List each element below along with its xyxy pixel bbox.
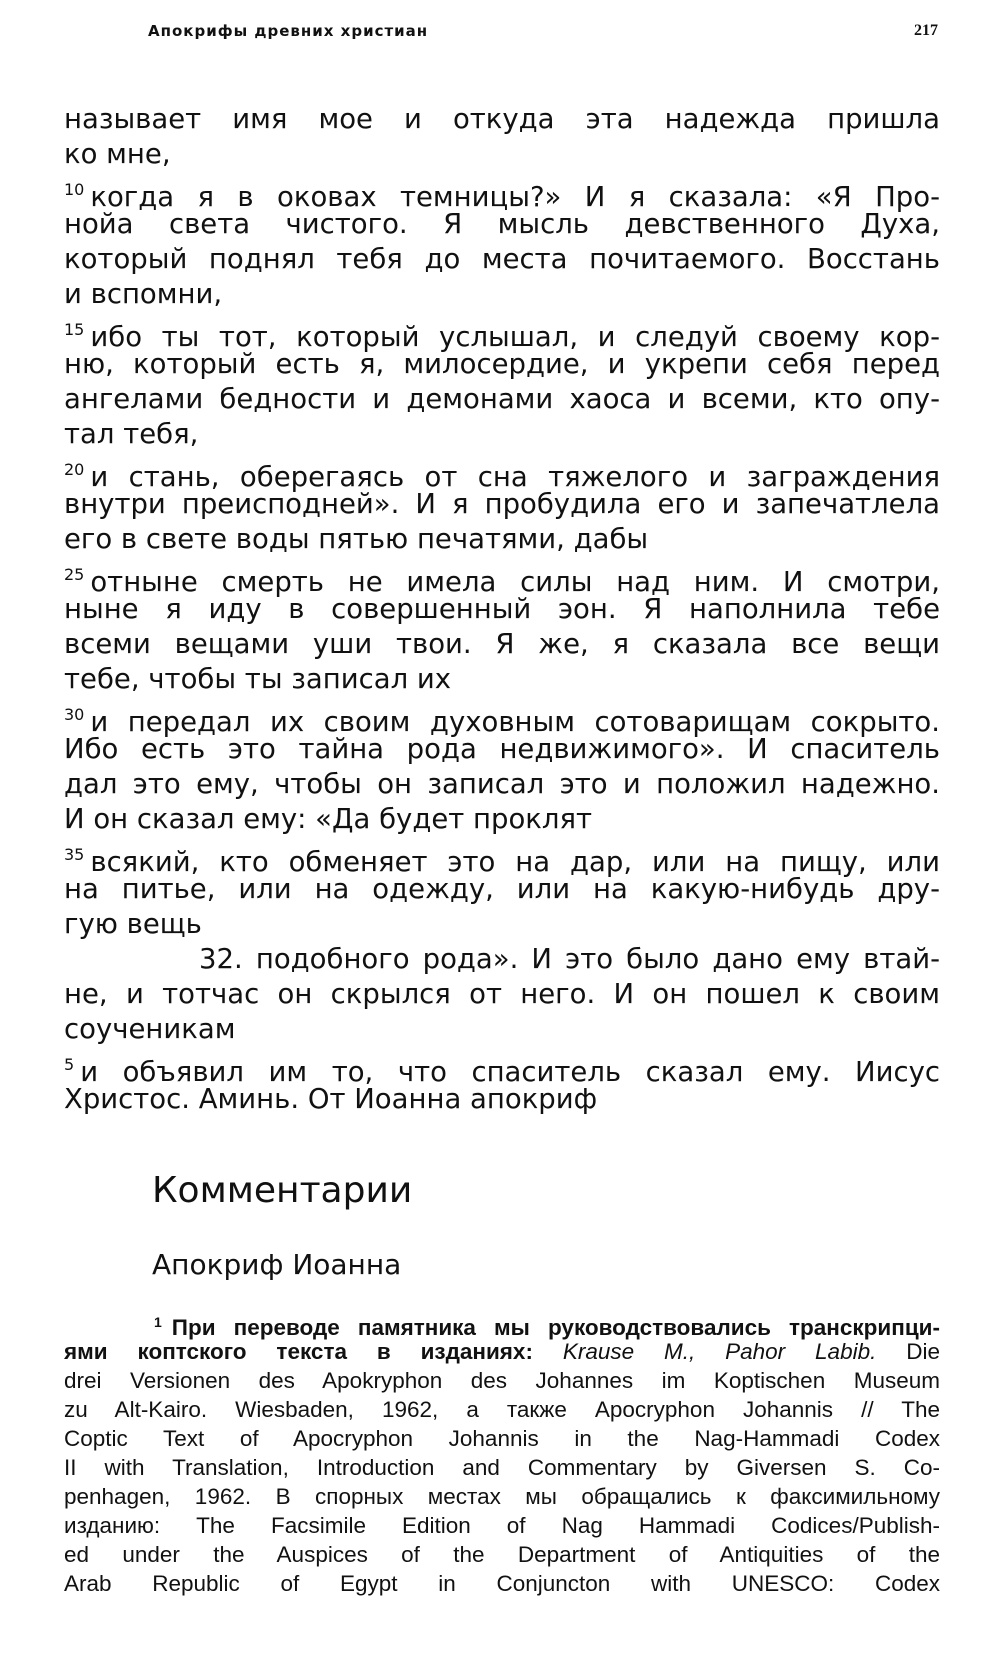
text-line: всеми вещами уши твои. Я же, я сказала все вещи bbox=[64, 628, 940, 660]
text-line: ныне я иду в совершенный эон. Я наполнила тебе bbox=[64, 593, 940, 625]
footnote-line: zu Alt-Kairo. Wiesbaden, 1962, а также Apocryphon Johannis // The bbox=[64, 1397, 940, 1422]
text-line: дал это ему, чтобы он записал это и положил надежно. bbox=[64, 768, 940, 800]
text-line: не, и тотчас он скрылся от него. И он пошел к своим bbox=[64, 978, 940, 1010]
footnote-line: ями коптского текста в изданиях: Krause M., Pahor Labib. Die bbox=[64, 1339, 941, 1364]
footnote-line: изданию: The Facsimile Edition of Nag Hammadi Codices/Publish- bbox=[64, 1513, 940, 1538]
line-number: 15 bbox=[64, 320, 85, 339]
text-line: Христос. Аминь. От Иоанна апокриф bbox=[64, 1083, 598, 1115]
text-line: ню, который есть я, милосердие, и укрепи себя перед bbox=[64, 348, 940, 380]
footnote-line: Arab Republic of Egypt in Conjuncton with UNESCO: Codex bbox=[64, 1571, 940, 1596]
running-header: Апокрифы древних христиан bbox=[148, 22, 429, 40]
commentary-subheading: Апокриф Иоанна bbox=[152, 1248, 402, 1281]
text-line: 32. подобного рода». И это было дано ему втай- bbox=[199, 943, 940, 975]
line-number: 20 bbox=[64, 460, 85, 479]
line-number: 35 bbox=[64, 845, 85, 864]
page-number: 217 bbox=[914, 22, 938, 39]
footnote-mark: 1 bbox=[154, 1314, 162, 1330]
text-line: который поднял тебя до места почитаемого. Восстань bbox=[64, 243, 940, 275]
line-number: 5 bbox=[64, 1055, 75, 1074]
footnote-line: II with Translation, Introduction and Commentary by Giversen S. Co- bbox=[64, 1455, 940, 1480]
text-line: Ибо есть это тайна рода недвижимого». И спаситель bbox=[64, 733, 940, 765]
text-line: на питье, или на одежду, или на какую-нибудь дру- bbox=[64, 873, 940, 905]
text-line: $^{30}$ и передал их своим духовным сотоварищам сокрыто. bbox=[64, 705, 940, 738]
text-line: тебе, чтобы ты записал их bbox=[64, 663, 452, 695]
footnote-line: penhagen, 1962. В спорных местах мы обращались к факсимильному bbox=[64, 1484, 940, 1509]
commentary-heading: Комментарии bbox=[152, 1170, 413, 1211]
line-number: 25 bbox=[64, 565, 85, 584]
text-line: гую вещь bbox=[64, 908, 202, 940]
text-line: ко мне, bbox=[64, 138, 171, 170]
line-number: 30 bbox=[64, 705, 85, 724]
footnote-line: ed under the Auspices of the Department of Antiquities of the bbox=[64, 1542, 940, 1567]
footnote-line: $^1$ При переводе памятника мы руководствовались транскрипци- bbox=[154, 1314, 940, 1340]
text-line: тал тебя, bbox=[64, 418, 199, 450]
text-line: нойа света чистого. Я мысль девственного Духа, bbox=[64, 208, 940, 240]
text-line: его в свете воды пятью печатями, дабы bbox=[64, 523, 649, 555]
line-number: 10 bbox=[64, 180, 85, 199]
text-line: И он сказал ему: «Да будет проклят bbox=[64, 803, 593, 835]
footnote-line: Coptic Text of Apocryphon Johannis in the Nag-Hammadi Codex bbox=[64, 1426, 940, 1451]
text-line: называет имя мое и откуда эта надежда пришла bbox=[64, 103, 940, 135]
text-line: внутри преисподней». И я пробудила его и запечатлела bbox=[64, 488, 940, 520]
text-line: $^{10}$ когда я в оковах темницы?» И я сказала: «Я Про- bbox=[64, 180, 940, 213]
text-line: и вспомни, bbox=[64, 278, 223, 310]
footnote-line: drei Versionen des Apokryphon des Johannes im Koptischen Museum bbox=[64, 1368, 940, 1393]
text-line: ангелами бедности и демонами хаоса и всеми, кто опу- bbox=[64, 383, 940, 415]
main-text bbox=[64, 102, 940, 1117]
text-line: $^5$ и объявил им то, что спаситель сказал ему. Иисус bbox=[64, 1055, 940, 1088]
text-line: $^{20}$ и стань, оберегаясь от сна тяжелого и заграждения bbox=[64, 460, 940, 493]
text-line: $^{35}$ всякий, кто обменяет это на дар, или на пищу, или bbox=[64, 845, 940, 878]
text-line: $^{25}$ отныне смерть не имела силы над ним. И смотри, bbox=[64, 565, 940, 598]
text-line: соученикам bbox=[64, 1013, 236, 1045]
text-line: $^{15}$ ибо ты тот, который услышал, и следуй своему кор- bbox=[64, 320, 940, 353]
footnote bbox=[64, 1308, 940, 1598]
